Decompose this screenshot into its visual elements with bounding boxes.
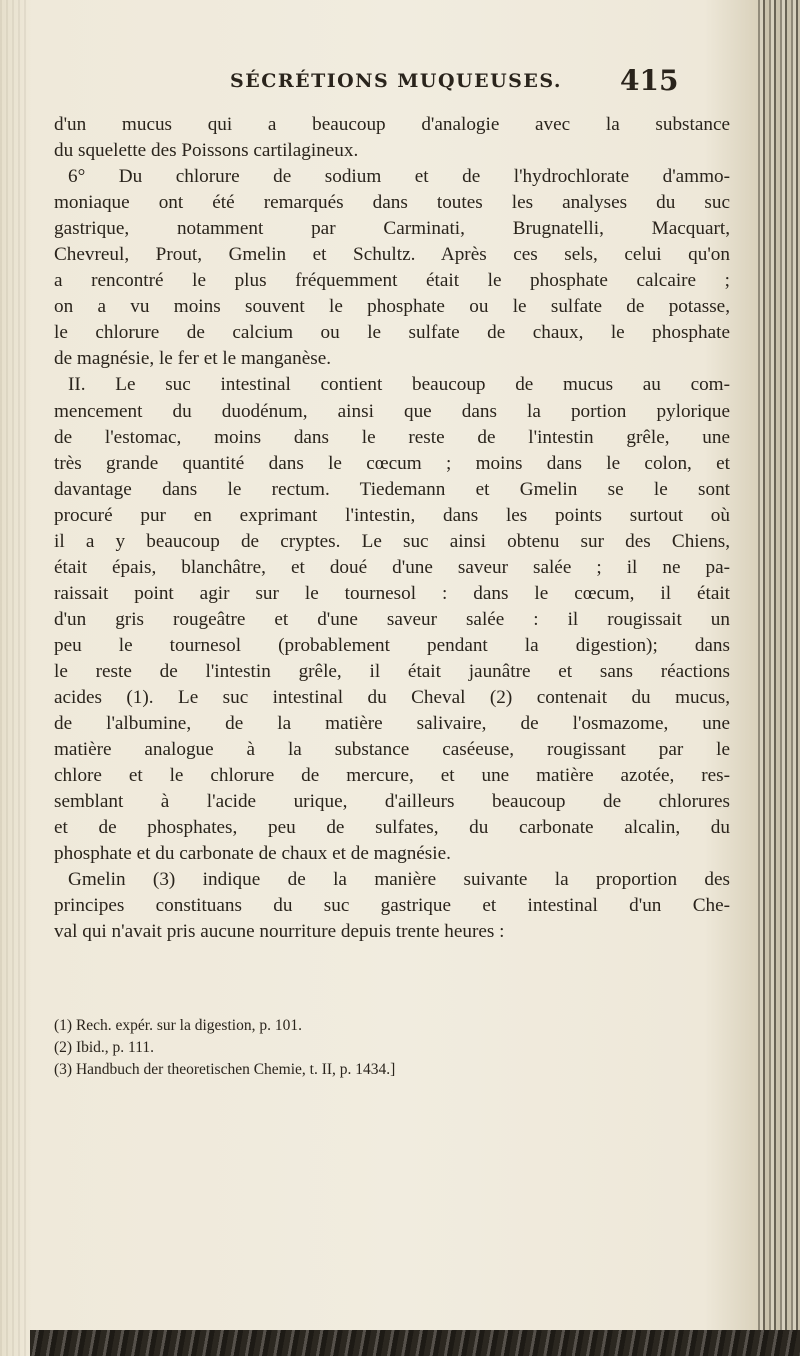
text-line: a rencontré le plus fréquemment était le phosphate calcaire ;	[54, 270, 730, 292]
text-line: chlore et le chlorure de mercure, et une matière azotée, res-	[54, 765, 730, 787]
text-line: raissait point agir sur le tournesol : dans le cœcum, il était	[54, 582, 730, 604]
text-line: phosphate et du carbonate de chaux et de magnésie.	[54, 843, 451, 865]
text-line: moniaque ont été remarqués dans toutes les analyses du suc	[54, 192, 730, 214]
text-line: val qui n'avait pris aucune nourriture depuis trente heures :	[54, 921, 505, 943]
text-line: semblant à l'acide urique, d'ailleurs beaucoup de chlorures	[54, 791, 730, 813]
text-line: II. Le suc intestinal contient beaucoup de mucus au com-	[68, 374, 730, 396]
text-line: et de phosphates, peu de sulfates, du carbonate alcalin, du	[54, 817, 730, 839]
text-line: 6° Du chlorure de sodium et de l'hydrochlorate d'ammo-	[68, 166, 730, 188]
text-line: le chlorure de calcium ou le sulfate de chaux, le phosphate	[54, 322, 730, 344]
running-title: SÉCRÉTIONS MUQUEUSES.	[230, 70, 563, 92]
text-line: peu le tournesol (probablement pendant la digestion); dans	[54, 634, 730, 656]
text-line: il a y beaucoup de cryptes. Le suc ainsi obtenu sur des Chiens,	[54, 530, 730, 552]
bottom-page-shadow	[30, 1330, 800, 1356]
text-line: acides (1). Le suc intestinal du Cheval (2) contenait du mucus,	[54, 687, 730, 709]
text-line: le reste de l'intestin grêle, il était jaunâtre et sans réactions	[54, 660, 730, 682]
text-line: procuré pur en exprimant l'intestin, dans les points surtout où	[54, 504, 730, 526]
text-line: d'un gris rougeâtre et d'une saveur salée : il rougissait un	[54, 608, 730, 630]
text-line: principes constituans du suc gastrique et intestinal d'un Che-	[54, 895, 730, 917]
text-line: matière analogue à la substance caséeuse, rougissant par le	[54, 739, 730, 761]
text-line: on a vu moins souvent le phosphate ou le sulfate de potasse,	[54, 296, 730, 318]
text-line: Gmelin (3) indique de la manière suivante la proportion des	[68, 869, 730, 891]
text-line: mencement du duodénum, ainsi que dans la portion pylorique	[54, 400, 730, 422]
text-line: gastrique, notamment par Carminati, Brugnatelli, Macquart,	[54, 218, 730, 240]
left-page-edge	[0, 0, 26, 1356]
footnote: (2) Ibid., p. 111.	[54, 1039, 155, 1056]
text-line: davantage dans le rectum. Tiedemann et Gmelin se le sont	[54, 478, 730, 500]
footnote: (3) Handbuch der theoretischen Chemie, t. II, p. 1434.]	[54, 1061, 396, 1078]
text-line: très grande quantité dans le cœcum ; moins dans le colon, et	[54, 452, 730, 474]
book-binding-edge	[758, 0, 800, 1356]
text-line: du squelette des Poissons cartilagineux.	[54, 140, 359, 162]
page-number: 415	[620, 64, 679, 97]
text-line: Chevreul, Prout, Gmelin et Schultz. Après ces sels, celui qu'on	[54, 244, 730, 266]
text-line: de l'albumine, de la matière salivaire, de l'osmazome, une	[54, 713, 730, 735]
text-line: de l'estomac, moins dans le reste de l'intestin grêle, une	[54, 426, 730, 448]
text-line: était épais, blanchâtre, et doué d'une saveur salée ; il ne pa-	[54, 556, 730, 578]
text-line: d'un mucus qui a beaucoup d'analogie avec la substance	[54, 114, 730, 135]
body-text	[54, 112, 730, 946]
text-line: de magnésie, le fer et le manganèse.	[54, 348, 332, 370]
footnotes	[54, 1015, 730, 1081]
footnote: (1) Rech. expér. sur la digestion, p. 101.	[54, 1017, 302, 1034]
